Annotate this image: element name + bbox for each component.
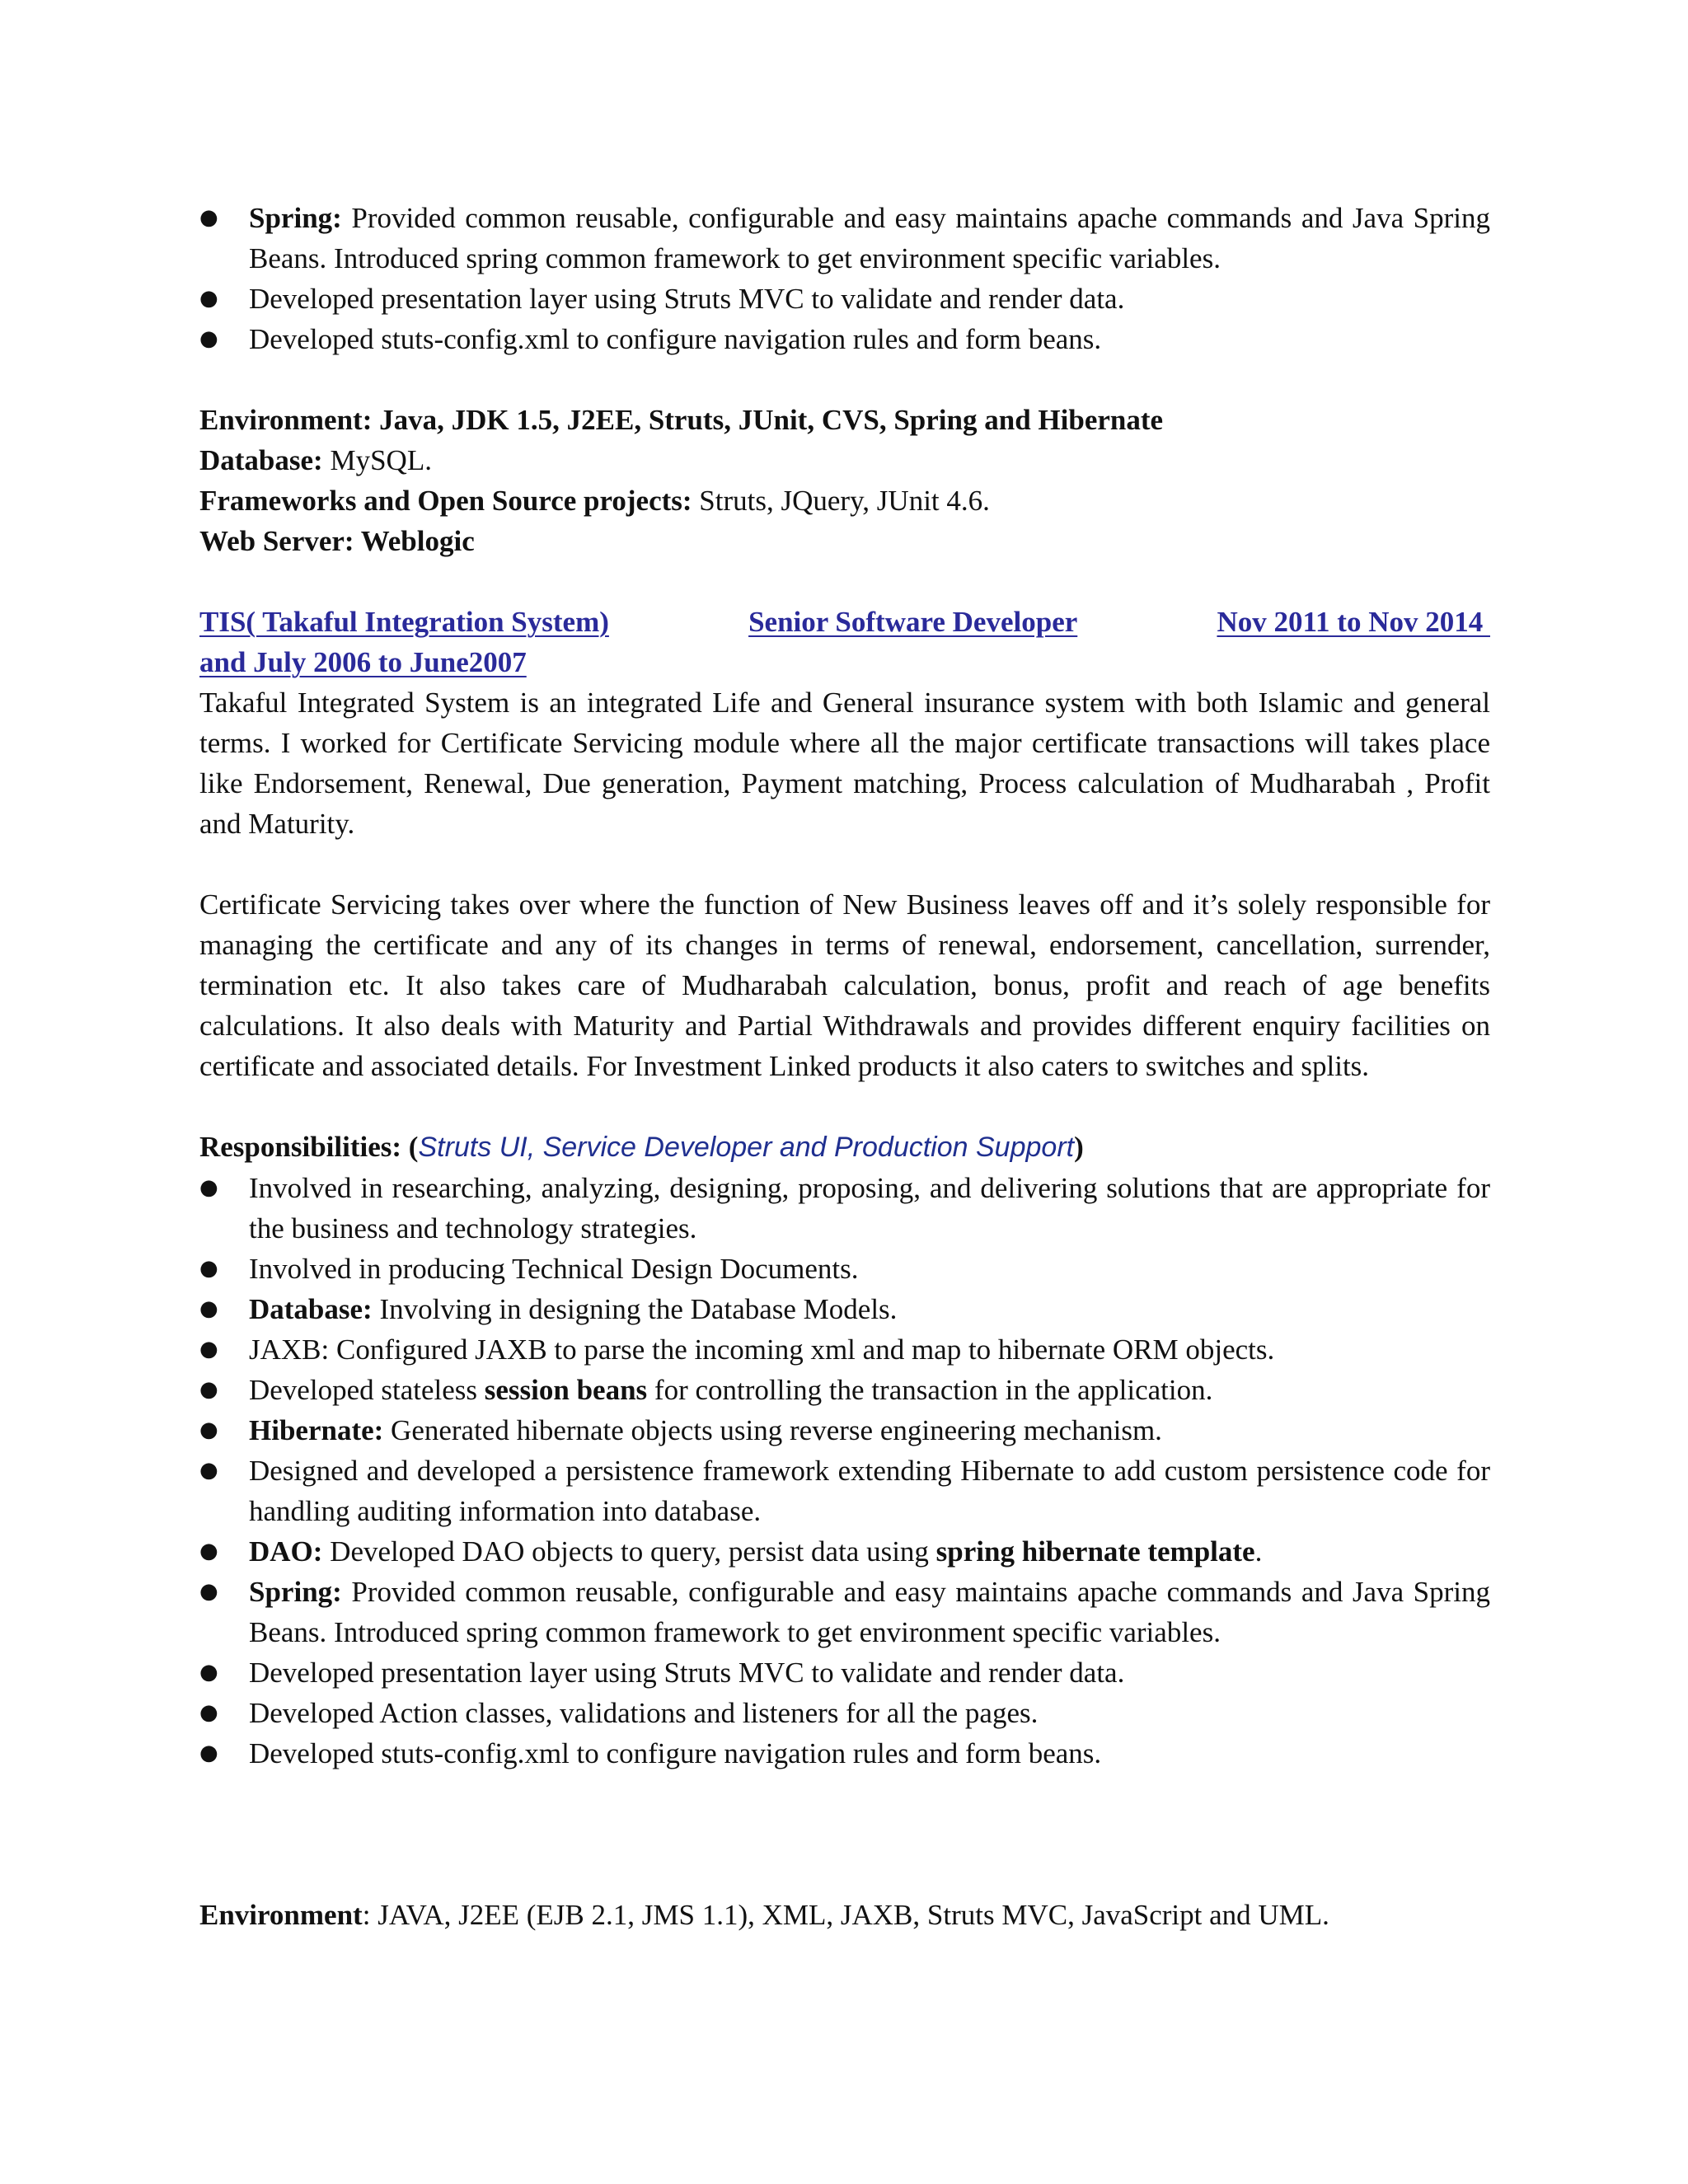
bullet-icon: ● bbox=[199, 1175, 218, 1200]
bullet-icon: ● bbox=[199, 1296, 218, 1321]
bullet-text: Designed and developed a persistence framework extending Hibernate to add custom persistence code for handling auditing information into database. bbox=[249, 1455, 1490, 1527]
bullet-text-pre: Developed stateless bbox=[249, 1374, 485, 1406]
frameworks-value: Struts, JQuery, JUnit 4.6. bbox=[692, 485, 990, 517]
environment-label: Environment: Java, JDK 1.5, J2EE bbox=[199, 404, 635, 436]
bullet-text: Developed stuts-config.xml to configure navigation rules and form beans. bbox=[249, 1737, 1102, 1769]
environment-block bbox=[199, 400, 1490, 561]
bullet-text: Involving in designing the Database Models. bbox=[372, 1293, 898, 1325]
frameworks-line bbox=[199, 480, 1490, 521]
spacer bbox=[199, 844, 1490, 884]
responsibilities-open-paren: ( bbox=[401, 1131, 419, 1163]
footer-environment-value: : JAVA, J2EE (EJB 2.1, JMS 1.1), XML, JAXB, Struts MVC, JavaScript and UML. bbox=[362, 1899, 1329, 1931]
bullet-text: Developed presentation layer using Struts MVC to validate and render data. bbox=[249, 1657, 1125, 1689]
bullet-text: Developed stuts-config.xml to configure navigation rules and form beans. bbox=[249, 323, 1102, 355]
database-value: MySQL. bbox=[322, 444, 432, 476]
frameworks-label: Frameworks and Open Source projects: bbox=[199, 485, 692, 517]
bullet-bold-term: spring hibernate template bbox=[935, 1535, 1255, 1568]
list-item bbox=[199, 1410, 1490, 1451]
list-item bbox=[199, 1572, 1490, 1652]
bullet-bold-label: Database: bbox=[249, 1293, 373, 1325]
bullet-icon: ● bbox=[199, 1458, 218, 1483]
environment-value: , Struts, JUnit, CVS, Spring and Hibernate bbox=[634, 404, 1164, 436]
project-dates: Nov 2011 to Nov 2014 bbox=[1217, 606, 1490, 638]
bullet-icon: ● bbox=[199, 1660, 218, 1685]
list-item bbox=[199, 1531, 1490, 1572]
webserver-line bbox=[199, 521, 1490, 561]
bullet-bold-term: session beans bbox=[484, 1374, 648, 1406]
list-item bbox=[199, 319, 1490, 359]
bullet-text: Generated hibernate objects using reverse engineering mechanism. bbox=[383, 1414, 1162, 1446]
database-label: Database: bbox=[199, 444, 323, 476]
project-description: Takaful Integrated System is an integrated Life and General insurance system with both Islamic and general terms. I worked for Certificate Servicing module where all the major certificate transactions will takes place like Endorsement, Renewal, Due generation, Payment matching, Process calculation of Mudharabah , Profit and Maturity. bbox=[199, 687, 1490, 840]
bullet-text: Developed DAO objects to query, persist data using bbox=[322, 1535, 936, 1568]
responsibilities-heading bbox=[199, 1127, 1490, 1168]
bullet-text: JAXB: Configured JAXB to parse the incoming xml and map to hibernate ORM objects. bbox=[249, 1333, 1275, 1366]
webserver-label: Web Server: Weblogic bbox=[199, 525, 475, 557]
bullet-icon: ● bbox=[199, 205, 218, 230]
project-name: TIS( Takaful Integration System) bbox=[199, 606, 609, 638]
spacer bbox=[199, 561, 1490, 602]
top-bullet-list bbox=[199, 198, 1490, 359]
list-item bbox=[199, 198, 1490, 279]
bullet-icon: ● bbox=[199, 1256, 218, 1281]
spacer bbox=[199, 359, 1490, 400]
project-dates-continued: and July 2006 to June2007 bbox=[199, 646, 527, 678]
bullet-icon: ● bbox=[199, 1579, 218, 1604]
bullet-icon: ● bbox=[199, 1377, 218, 1402]
responsibilities-list bbox=[199, 1168, 1490, 1774]
bullet-icon: ● bbox=[199, 1700, 218, 1725]
list-item bbox=[199, 1289, 1490, 1329]
bullet-text: Provided common reusable, configurable and easy maintains apache commands and Java Spring Beans. Introduced spring common framework to get environment specific variables. bbox=[249, 202, 1490, 274]
responsibilities-roles: Struts UI, Service Developer and Production Support bbox=[418, 1132, 1075, 1163]
environment-line bbox=[199, 400, 1490, 440]
list-item bbox=[199, 1652, 1490, 1693]
responsibilities-label: Responsibilities: bbox=[199, 1131, 402, 1163]
bullet-bold-label: Spring: bbox=[249, 1576, 342, 1608]
spacer bbox=[199, 1086, 1490, 1127]
bullet-bold-label: Spring: bbox=[249, 202, 342, 234]
bullet-text: Involved in producing Technical Design Documents. bbox=[249, 1253, 859, 1285]
bullet-text: Developed presentation layer using Struts MVC to validate and render data. bbox=[249, 283, 1125, 315]
list-item bbox=[199, 1168, 1490, 1249]
bullet-bold-label: Hibernate: bbox=[249, 1414, 384, 1446]
project-heading-link[interactable] bbox=[199, 602, 1490, 682]
list-item bbox=[199, 1451, 1490, 1531]
list-item bbox=[199, 1329, 1490, 1370]
bullet-icon: ● bbox=[199, 326, 218, 351]
footer-environment-label: Environment bbox=[199, 1899, 363, 1931]
responsibilities-close-paren: ) bbox=[1074, 1131, 1084, 1163]
bullet-icon: ● bbox=[199, 1539, 218, 1563]
list-item bbox=[199, 279, 1490, 319]
bullet-icon: ● bbox=[199, 1418, 218, 1442]
list-item bbox=[199, 1370, 1490, 1410]
bullet-text-post: . bbox=[1254, 1535, 1263, 1568]
page-content bbox=[199, 198, 1490, 1935]
bullet-text: Provided common reusable, configurable and easy maintains apache commands and Java Spring Beans. Introduced spring common framework to get environment specific variables. bbox=[249, 1576, 1490, 1648]
list-item bbox=[199, 1733, 1490, 1774]
list-item bbox=[199, 1249, 1490, 1289]
project-heading-row bbox=[199, 602, 1490, 642]
bullet-text: for controlling the transaction in the application. bbox=[647, 1374, 1213, 1406]
bullet-text: Developed Action classes, validations and listeners for all the pages. bbox=[249, 1697, 1039, 1729]
list-item bbox=[199, 1693, 1490, 1733]
bullet-text: Involved in researching, analyzing, designing, proposing, and delivering solutions that are appropriate for the business and technology strategies. bbox=[249, 1172, 1490, 1244]
bullet-icon: ● bbox=[199, 1741, 218, 1765]
project-role: Senior Software Developer bbox=[748, 606, 1078, 638]
project-description-2: Certificate Servicing takes over where the function of New Business leaves off and it’s solely responsible for managing the certificate and any of its changes in terms of renewal, endorsement, cancellation, surrender, termination etc. It also takes care of Mudharabah calculation, bonus, profit and reach of age benefits calculations. It also deals with Maturity and Partial Withdrawals and provides different enquiry facilities on certificate and associated details. For Investment Linked products it also caters to switches and splits. bbox=[199, 888, 1490, 1082]
database-line bbox=[199, 440, 1490, 480]
footer-environment-line bbox=[199, 1895, 1490, 1935]
bullet-icon: ● bbox=[199, 286, 218, 311]
bullet-bold-label: DAO: bbox=[249, 1535, 323, 1568]
bullet-icon: ● bbox=[199, 1337, 218, 1361]
spacer bbox=[199, 1774, 1490, 1895]
